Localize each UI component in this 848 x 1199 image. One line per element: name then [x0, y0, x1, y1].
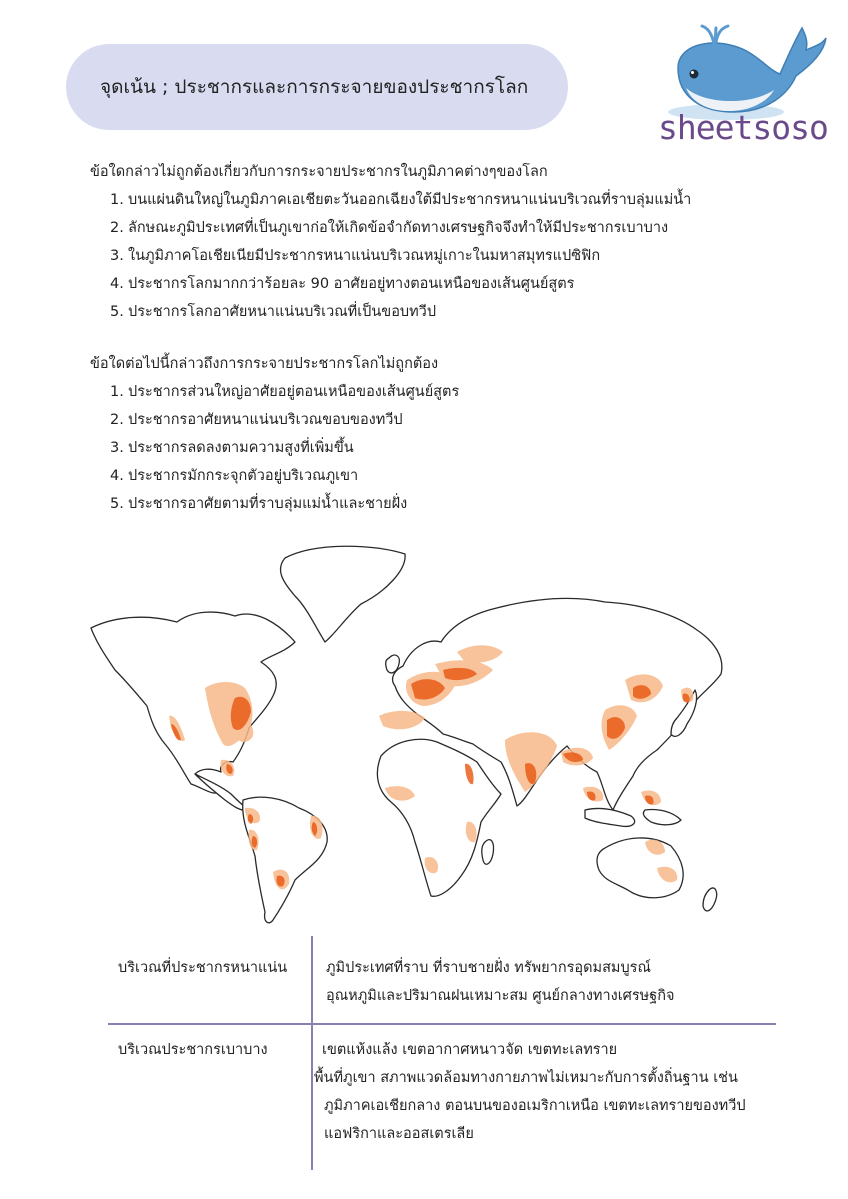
new-zealand-outline [703, 888, 717, 911]
option: 1. บนแผ่นดินใหญ่ในภูมิภาคเอเชียตะวันออกเฉียงใต้มีประชากรหนาแน่นบริเวณที่ราบลุ่มแม่น้ำ [110, 192, 692, 208]
page-title: จุดเน้น ; ประชากรและการกระจายของประชากรโลก [100, 76, 529, 98]
table-vertical-divider [311, 936, 313, 1170]
madagascar-outline [482, 840, 494, 865]
table-cell-line: ภูมิภาคเอเชียกลาง ตอนบนของอเมริกาเหนือ เขตทะเลทรายของทวีป [324, 1098, 746, 1114]
greenland-outline [280, 546, 405, 642]
indonesia-outline [585, 808, 635, 826]
option: 5. ประชากรอาศัยตามที่ราบลุ่มแม่น้ำและชายฝั่ง [110, 496, 408, 512]
option: 4. ประชากรโลกมากกว่าร้อยละ 90 อาศัยอยู่ทางตอนเหนือของเส้นศูนย์สูตร [110, 276, 575, 292]
new-guinea-outline [643, 809, 681, 824]
option: 1. ประชากรส่วนใหญ่อาศัยอยู่ตอนเหนือของเส้นศูนย์สูตร [110, 384, 460, 400]
option: 5. ประชากรโลกอาศัยหนาแน่นบริเวณที่เป็นขอบทวีป [110, 304, 437, 320]
question-1 [90, 158, 691, 326]
option: 3. ในภูมิภาคโอเชียเนียมีประชากรหนาแน่นบริเวณหมู่เกาะในมหาสมุทรแปซิฟิก [110, 248, 601, 264]
table-horizontal-divider [108, 1023, 776, 1025]
density-summary-table [108, 930, 778, 1170]
central-america-outline [195, 774, 249, 810]
question-2 [90, 350, 459, 518]
option: 2. ประชากรอาศัยหนาแน่นบริเวณขอบของทวีป [110, 412, 403, 428]
table-cell-line: พื้นที่ภูเขา สภาพแวดล้อมทางกายภาพไม่เหมาะกับการตั้งถิ่นฐาน เช่น [314, 1070, 738, 1086]
logo-text: sheetsoso [658, 108, 828, 147]
world-population-density-map [85, 530, 765, 930]
question-stem: ข้อใดต่อไปนี้กล่าวถึงการกระจายประชากรโลกไม่ถูกต้อง [90, 356, 439, 372]
option: 2. ลักษณะภูมิประเทศที่เป็นภูเขาก่อให้เกิดข้อจำกัดทางเศรษฐกิจจึงทำให้มีประชากรเบาบาง [110, 220, 669, 236]
table-cell-line: อุณหภูมิและปริมาณฝนเหมาะสม ศูนย์กลางทางเศรษฐกิจ [326, 988, 675, 1004]
option: 4. ประชากรมักกระจุกตัวอยู่บริเวณภูเขา [110, 468, 359, 484]
table-cell-line: แอฟริกาและออสเตรเลีย [324, 1126, 474, 1142]
north-america-outline [91, 612, 295, 793]
table-row-label: บริเวณประชากรเบาบาง [118, 1042, 268, 1058]
table-row-label: บริเวณที่ประชากรหนาแน่น [118, 960, 288, 976]
africa-outline [377, 739, 501, 896]
table-cell-line: เขตแห้งแล้ง เขตอากาศหนาวจัด เขตทะเลทราย [322, 1042, 618, 1058]
table-cell-line: ภูมิประเทศที่ราบ ที่ราบชายฝั่ง ทรัพยากรอุดมสมบูรณ์ [326, 960, 651, 976]
question-stem: ข้อใดกล่าวไม่ถูกต้องเกี่ยวกับการกระจายประชากรในภูมิภาคต่างๆของโลก [90, 164, 548, 180]
option: 3. ประชากรลดลงตามความสูงที่เพิ่มขึ้น [110, 440, 354, 456]
